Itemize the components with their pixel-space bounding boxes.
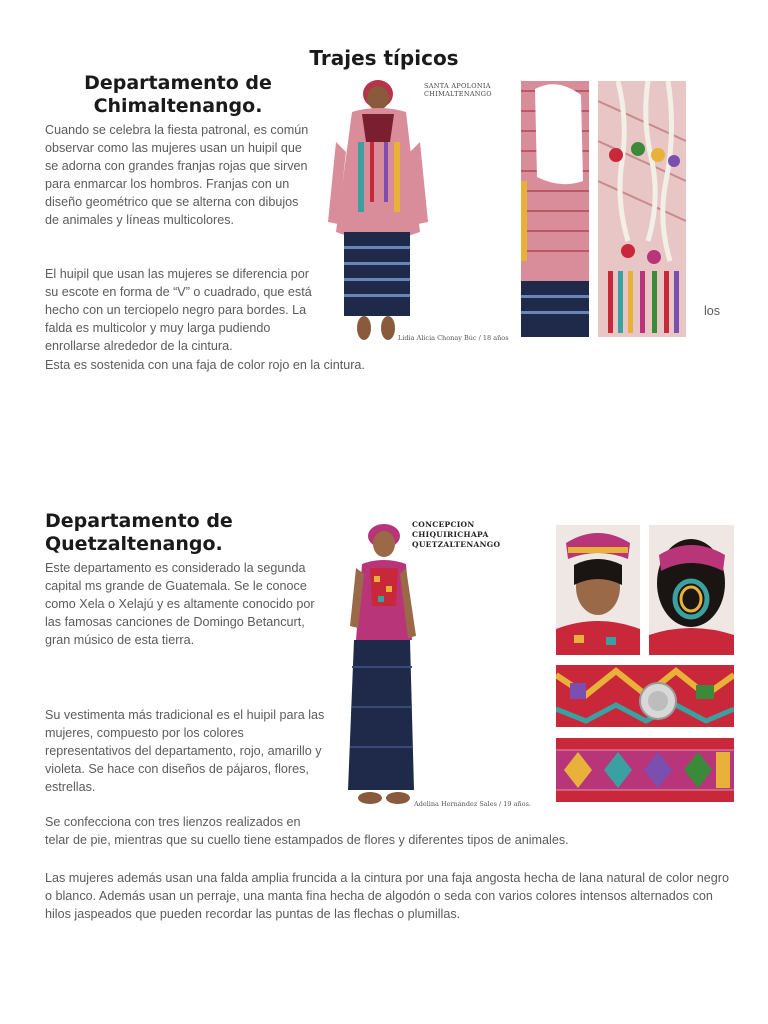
necklace-detail-illustration [556, 665, 734, 727]
chimaltenango-paragraph-1: Cuando se celebra la fiesta patronal, es común observar como las mujeres usan un huipil que se adorna con grandes franjas rojas que sirven para enmarcar los hombros. Franjas con un diseño geométrico que se alterna con dibujos de animales y líneas multicolores. [45, 123, 309, 227]
chimaltenango-detail-photo-tassels [598, 81, 686, 337]
quetzaltenango-woman-illustration [340, 516, 550, 812]
quetzaltenango-paragraph-2: Su vestimenta más tradicional es el huipil para las mujeres, compuesto por los colores representativos del departamento, rojo, amarillo y violeta. Se hace con diseños de pájaros, flores, estrellas. [45, 708, 325, 794]
quetzaltenango-paragraph-4: Las mujeres además usan una falda amplia fruncida a la cintura por una faja angosta hecha de lana natural de color negro o blanco. Además usan un perraje, una manta fina hecha de algodón o seda con varios colores intensos alternados con hilos jaspeados que pueden recordar las puntas de las flechas o plumillas. [45, 871, 730, 921]
chimaltenango-paragraph-2: El huipil que usan las mujeres se diferencia por su escote en forma de “V” o cuadrado, que está hecho con un terciopelo negro para bordes. La falda es multicolor y muy larga pudiendo enrollarse alrededor de la cintura. [45, 267, 312, 353]
chimaltenango-detail-photo-veil [521, 81, 589, 337]
section-heading-quetzaltenango: Departamento de Quetzaltenango. [45, 510, 233, 555]
chimaltenango-photo-credit: Lidia Alicia Chonay Búc / 18 años [398, 334, 509, 342]
textile-detail-illustration [556, 738, 734, 802]
quetzaltenango-detail-photo-textile [556, 738, 734, 802]
chimaltenango-woman-photo [322, 72, 512, 352]
chimaltenango-caption-place-1: SANTA APOLONIA [424, 82, 491, 90]
quetzaltenango-paragraph-3-line-2: telar de pie, mientras que su cuello tiene estampados de flores y diferentes tipos de animales. [45, 833, 569, 847]
quetzaltenango-paragraph-3-line-1: Se confecciona con tres lienzos realizados en [45, 815, 301, 829]
quetzaltenango-detail-photo-face [556, 525, 640, 655]
document-title: Trajes típicos [309, 46, 459, 70]
face-detail-illustration [556, 525, 640, 655]
quetzaltenango-detail-photo-necklace [556, 665, 734, 727]
quetzaltenango-detail-photo-hair [649, 525, 734, 655]
veil-detail-illustration [521, 81, 589, 337]
hair-detail-illustration [649, 525, 734, 655]
quetzaltenango-paragraph-1: Este departamento es considerado la segunda capital ms grande de Guatemala. Se le conoce como Xela o Xelajú y es altamente conocido por las famosas canciones de Domingo Betancurt, gran músico de esta tierra. [45, 561, 315, 647]
quetzaltenango-caption-place-1: CONCEPCION CHIQUIRICHAPA [412, 520, 489, 539]
quetzaltenango-photo-credit: Adelina Hernández Sales / 19 años. [414, 800, 531, 808]
tassels-detail-illustration [598, 81, 686, 337]
quetzaltenango-caption-place-2: QUETZALTENANGO [412, 540, 501, 549]
section-heading-chimaltenango: Departamento de Chimaltenango. [84, 72, 272, 117]
chimaltenango-woman-illustration [322, 72, 512, 352]
chimaltenango-caption-place-2: CHIMALTENANGO [424, 90, 492, 98]
quetzaltenango-woman-photo [340, 516, 550, 812]
stray-word: los [704, 304, 721, 318]
chimaltenango-paragraph-2-last-line: Esta es sostenida con una faja de color rojo en la cintura. [45, 358, 365, 372]
